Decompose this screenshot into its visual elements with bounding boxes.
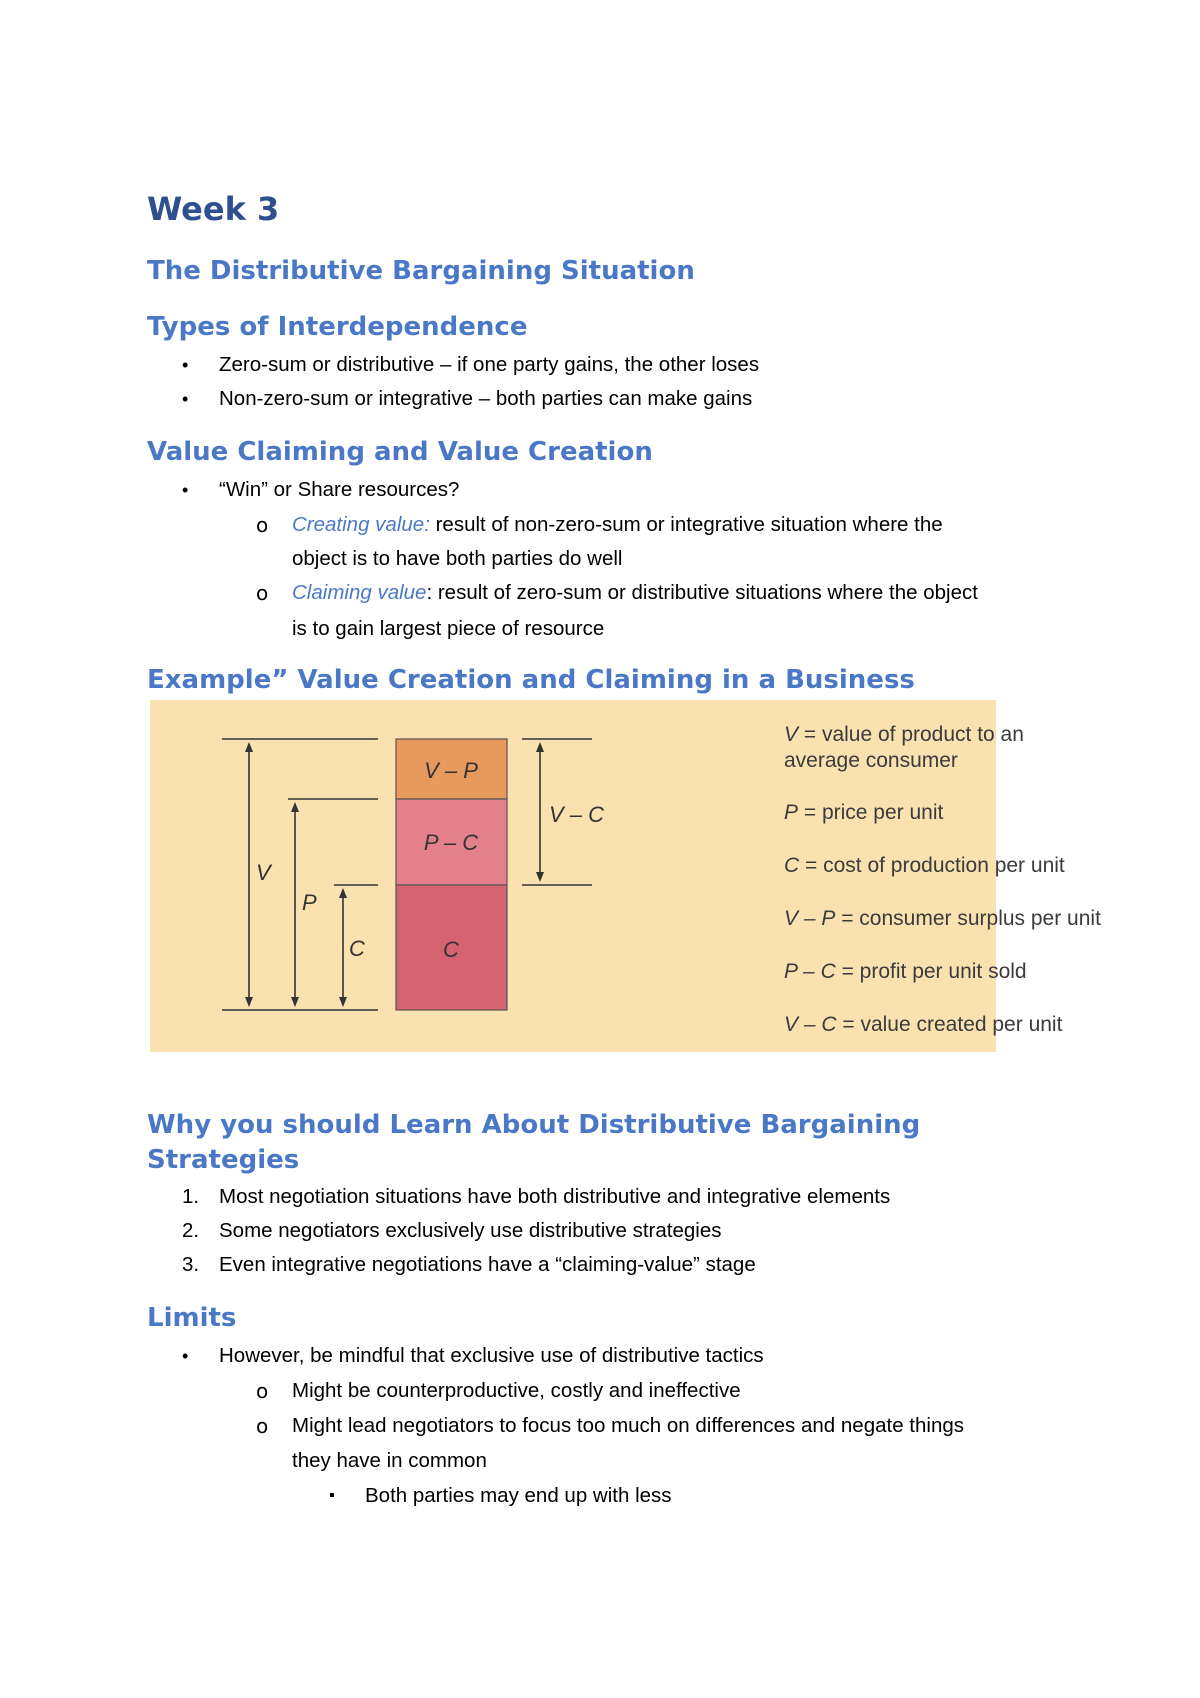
legend-text: = value created per unit <box>836 1013 1063 1036</box>
label-p-minus-c: P – C <box>423 830 479 855</box>
list-item: Might lead negotiators to focus too much on differences and negate things <box>292 1414 965 1437</box>
legend-text: = consumer surplus per unit <box>835 907 1101 930</box>
sub-bullet-glyph: o <box>256 513 269 537</box>
legend-item <box>784 853 1065 879</box>
arrowhead <box>245 742 253 752</box>
term-definition: result of non-zero-sum or integrative situation where the <box>429 513 943 536</box>
legend-item <box>784 1012 1062 1038</box>
legend-text: = cost of production per unit <box>799 854 1065 877</box>
legend-symbol: V – C <box>784 1013 837 1036</box>
list-item: Both parties may end up with less <box>365 1484 672 1507</box>
term-definition: : result of zero-sum or distributive situations where the object <box>426 581 978 604</box>
value-diagram <box>150 700 1101 1052</box>
legend-item <box>784 800 943 826</box>
heading-types-interdependence: Types of Interdependence <box>147 312 528 342</box>
sub-bullet-glyph: o <box>256 1414 269 1438</box>
legend-text: = profit per unit sold <box>835 960 1027 983</box>
list-item: Even integrative negotiations have a “claiming-value” stage <box>219 1253 756 1276</box>
arrowhead <box>536 742 544 752</box>
list-item: “Win” or Share resources? <box>219 478 460 501</box>
label-p: P <box>302 890 317 915</box>
list-item: Most negotiation situations have both distributive and integrative elements <box>219 1185 891 1208</box>
list-item <box>292 512 943 538</box>
bullet-glyph: • <box>182 1346 189 1366</box>
label-v-minus-c: V – C <box>549 802 605 827</box>
term-creating-value: Creating value: <box>292 513 430 536</box>
sub-bullet-glyph: o <box>256 581 269 605</box>
heading-distributive-bargaining: The Distributive Bargaining Situation <box>147 256 695 286</box>
heading-example: Example” Value Creation and Claiming in a Business <box>147 665 915 695</box>
arrowhead <box>245 997 253 1007</box>
page-title: Week 3 <box>147 190 280 228</box>
legend-symbol: P – C <box>784 960 836 983</box>
legend-item <box>784 748 958 774</box>
legend-item <box>784 722 1024 748</box>
bullet-glyph: • <box>182 355 189 375</box>
list-item <box>292 580 978 606</box>
list-number: 1. <box>182 1185 200 1208</box>
label-v-minus-p: V – P <box>424 758 478 783</box>
term-claiming-value: Claiming value <box>292 581 427 604</box>
legend-symbol: V <box>784 723 799 746</box>
legend-symbol: V – P <box>784 907 836 930</box>
label-c: C <box>349 936 365 961</box>
bullet-glyph: • <box>182 480 189 500</box>
label-c-box: C <box>443 937 459 962</box>
legend-text: = price per unit <box>798 801 944 824</box>
list-item: Zero-sum or distributive – if one party gains, the other loses <box>219 353 760 376</box>
list-item: Might be counterproductive, costly and ineffective <box>292 1379 741 1402</box>
arrowhead <box>291 997 299 1007</box>
legend-text: = value of product to an <box>798 723 1024 746</box>
list-number: 2. <box>182 1219 200 1242</box>
arrowhead <box>339 888 347 898</box>
list-item-continuation: they have in common <box>292 1449 487 1472</box>
legend-symbol: P <box>784 801 799 824</box>
arrowhead <box>536 872 544 882</box>
list-item-continuation: is to gain largest piece of resource <box>292 617 605 640</box>
arrowhead <box>291 802 299 812</box>
square-bullet-glyph: ▪ <box>329 1487 335 1504</box>
list-item: Non-zero-sum or integrative – both parties can make gains <box>219 387 753 410</box>
heading-why-learn: Why you should Learn About Distributive Bargaining <box>147 1110 921 1140</box>
legend-item <box>784 906 1101 932</box>
legend-text: average consumer <box>784 749 958 772</box>
arrowhead <box>339 997 347 1007</box>
label-v: V <box>256 860 271 885</box>
list-number: 3. <box>182 1253 200 1276</box>
legend-symbol: C <box>784 854 800 877</box>
bullet-glyph: • <box>182 389 189 409</box>
sub-bullet-glyph: o <box>256 1379 269 1403</box>
list-item: Some negotiators exclusively use distributive strategies <box>219 1219 722 1242</box>
heading-limits: Limits <box>147 1303 237 1333</box>
list-item: However, be mindful that exclusive use of distributive tactics <box>219 1344 764 1367</box>
heading-value-claiming: Value Claiming and Value Creation <box>147 437 653 467</box>
list-item-continuation: object is to have both parties do well <box>292 547 623 570</box>
heading-why-learn-cont: Strategies <box>147 1145 300 1175</box>
legend-item <box>784 959 1027 985</box>
